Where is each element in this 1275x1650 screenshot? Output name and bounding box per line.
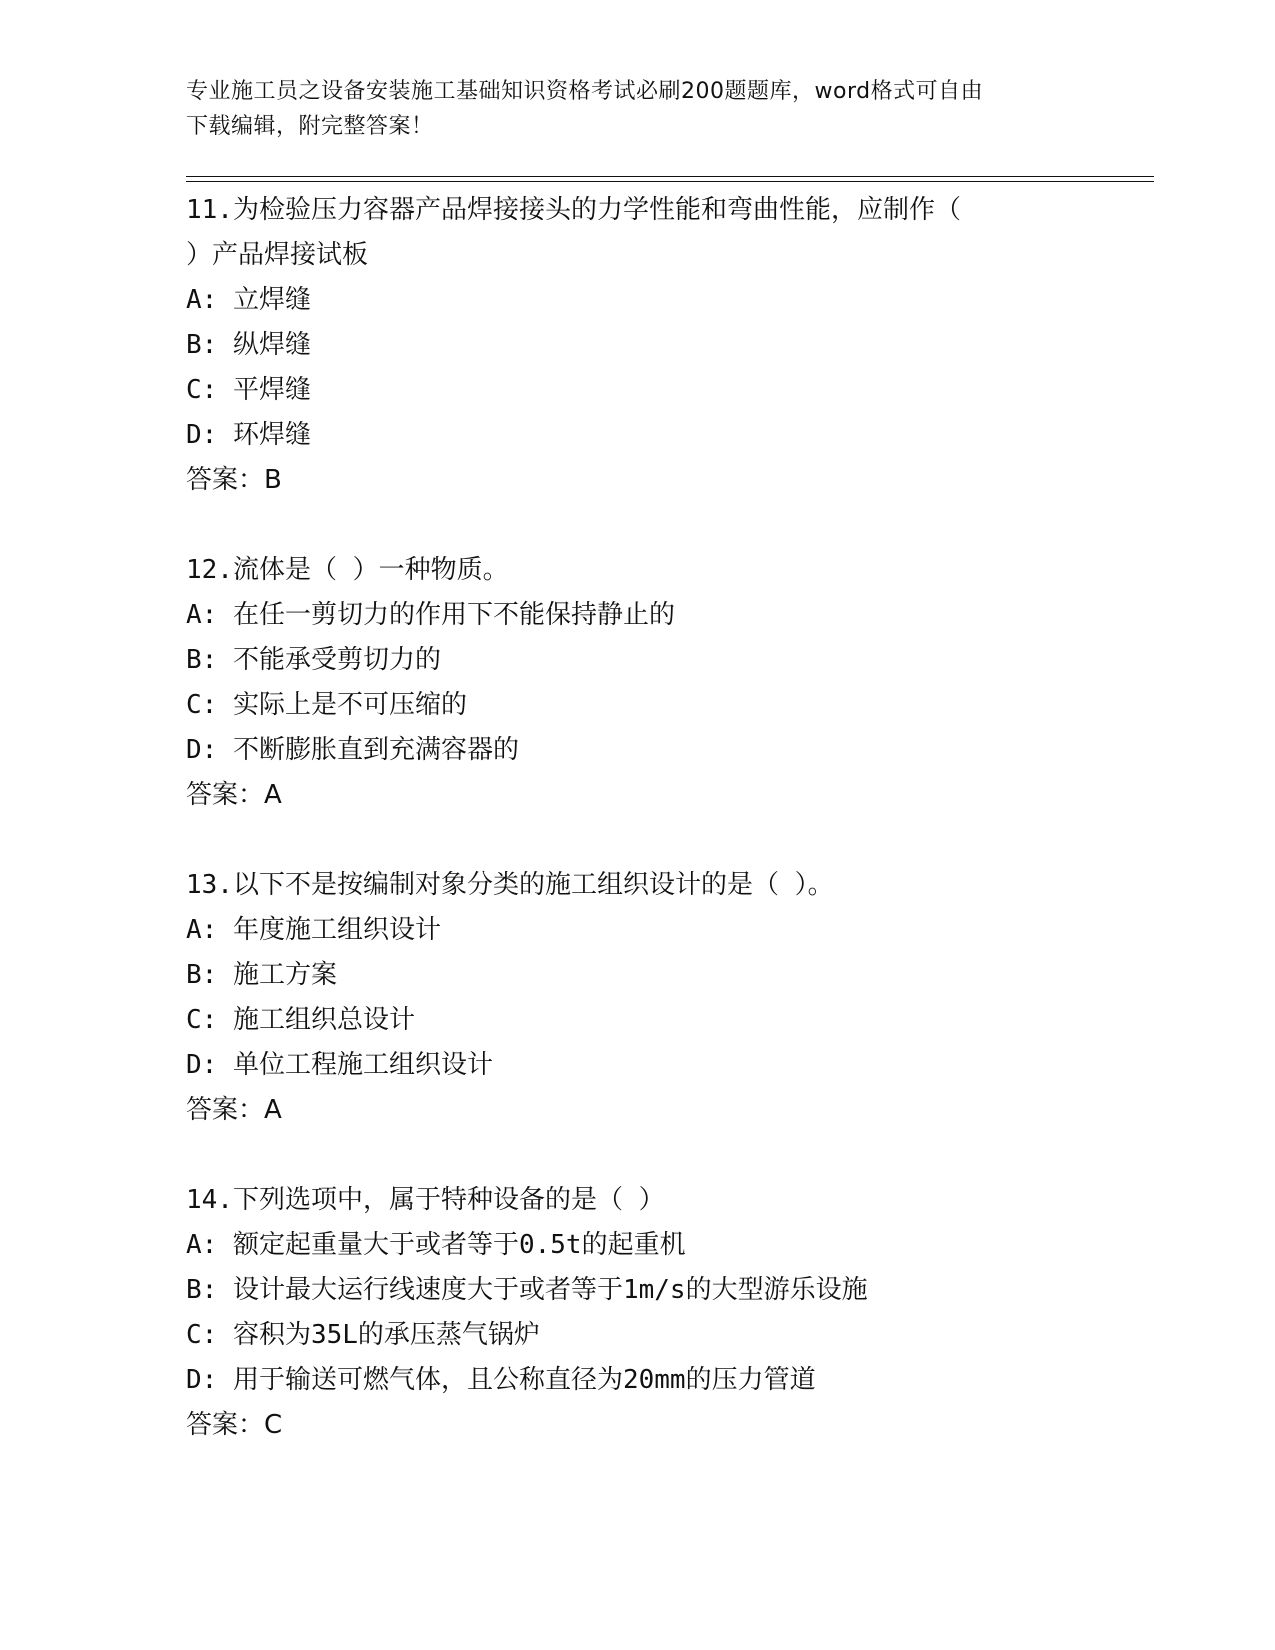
option-b: B: 设计最大运行线速度大于或者等于1m/s的大型游乐设施: [186, 1275, 868, 1305]
option-d: D: 环焊缝: [186, 420, 311, 450]
question-spacer: [186, 818, 1086, 863]
header-divider-top: [186, 176, 1154, 177]
option-c: C: 实际上是不可压缩的: [186, 690, 467, 720]
option-d: D: 用于输送可燃气体，且公称直径为20mm的压力管道: [186, 1365, 816, 1395]
option-a: A: 额定起重量大于或者等于0.5t的起重机: [186, 1230, 686, 1260]
question-spacer: [186, 503, 1086, 548]
header-line-2: 下载编辑，附完整答案！: [186, 114, 434, 139]
question-text-continued: ）产品焊接试板: [186, 240, 369, 270]
answer: 答案：C: [186, 1410, 283, 1440]
option-d: D: 单位工程施工组织设计: [186, 1050, 493, 1080]
question-text: 13.以下不是按编制对象分类的施工组织设计的是（ ）。: [186, 870, 834, 900]
header-divider-bottom: [186, 181, 1154, 182]
option-a: A: 在任一剪切力的作用下不能保持静止的: [186, 600, 675, 630]
question-text: 12.流体是（ ）一种物质。: [186, 555, 509, 585]
question-11: [186, 188, 1086, 503]
question-text: 14.下列选项中，属于特种设备的是（ ）: [186, 1185, 665, 1215]
header-line-1: 专业施工员之设备安装施工基础知识资格考试必刷200题题库，word格式可自由: [186, 79, 984, 104]
option-b: B: 施工方案: [186, 960, 337, 990]
option-c: C: 平焊缝: [186, 375, 311, 405]
answer: 答案：A: [186, 780, 282, 810]
option-b: B: 纵焊缝: [186, 330, 311, 360]
question-12: [186, 548, 1086, 818]
option-b: B: 不能承受剪切力的: [186, 645, 441, 675]
option-c: C: 容积为35L的承压蒸气锅炉: [186, 1320, 540, 1350]
question-14: [186, 1178, 1086, 1448]
question-list: [186, 188, 1086, 1448]
question-text: 11.为检验压力容器产品焊接接头的力学性能和弯曲性能，应制作（: [186, 195, 961, 225]
option-c: C: 施工组织总设计: [186, 1005, 415, 1035]
answer: 答案：B: [186, 465, 282, 495]
question-spacer: [186, 1133, 1086, 1178]
option-a: A: 年度施工组织设计: [186, 915, 441, 945]
question-13: [186, 863, 1086, 1133]
document-header: [186, 74, 1086, 144]
option-d: D: 不断膨胀直到充满容器的: [186, 735, 519, 765]
option-a: A: 立焊缝: [186, 285, 311, 315]
answer: 答案：A: [186, 1095, 282, 1125]
